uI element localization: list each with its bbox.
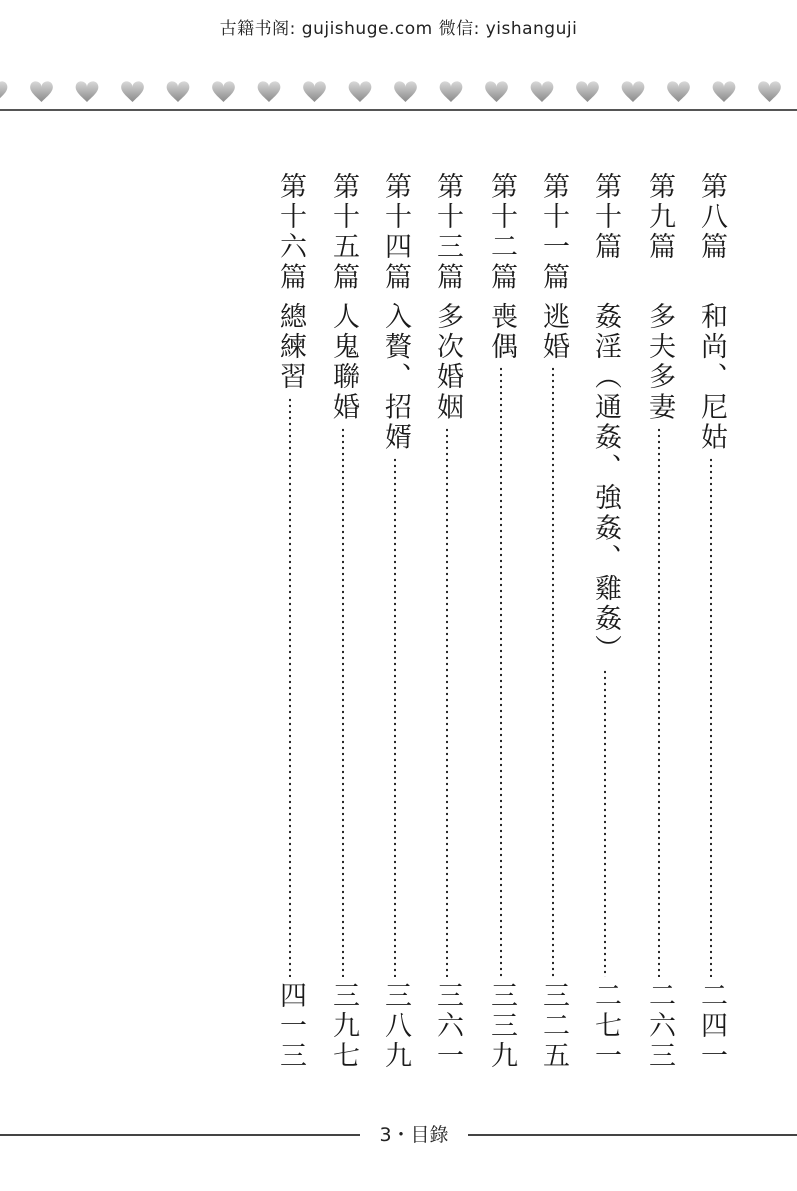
header-rule <box>0 109 797 111</box>
chapter-title: 逃婚 <box>538 302 569 363</box>
dot-leader <box>289 397 291 978</box>
heart-icon <box>349 81 372 102</box>
watermark-text: 古籍书阁: gujishuge.com 微信: yishanguji <box>219 19 578 39</box>
chapter-number: 第十三篇 <box>432 172 463 293</box>
toc-entry <box>486 172 516 1072</box>
chapter-number: 第九篇 <box>644 172 675 263</box>
dot-leader <box>394 457 396 977</box>
dot-leader <box>500 366 502 977</box>
page-number: 二六三 <box>644 981 675 1072</box>
heart-icon <box>258 81 281 102</box>
heart-icon <box>667 81 690 102</box>
heart-icon <box>485 81 508 102</box>
page-number: 三三九 <box>486 981 517 1072</box>
heart-icon <box>212 81 235 102</box>
dot-leader <box>342 427 344 977</box>
page-number: 三九七 <box>328 981 359 1072</box>
footer-page-label: 3・目錄 <box>379 1124 449 1146</box>
toc-entry <box>380 172 410 1072</box>
chapter-title: 總練習 <box>275 302 306 393</box>
chapter-title: 喪偶 <box>486 302 517 363</box>
heart-icon <box>167 81 190 102</box>
heart-icon <box>121 81 144 102</box>
page-number: 二四一 <box>696 981 727 1072</box>
toc-entry <box>432 172 462 1072</box>
heart-icon <box>622 81 645 102</box>
chapter-title: 人鬼聯婚 <box>328 302 359 423</box>
heart-icon <box>576 81 599 102</box>
dot-leader <box>446 427 448 977</box>
page-number: 三六一 <box>432 981 463 1072</box>
dot-leader <box>604 669 606 977</box>
footer-rule-left <box>0 1134 360 1136</box>
toc-entry <box>275 172 305 1072</box>
heart-icon <box>303 81 326 102</box>
heart-icon <box>0 81 7 102</box>
toc-entry <box>696 172 726 1072</box>
chapter-number: 第十六篇 <box>275 172 306 293</box>
chapter-number: 第十一篇 <box>538 172 569 293</box>
chapter-title: 多次婚姻 <box>432 302 463 423</box>
page-number: 三二五 <box>538 981 569 1072</box>
chapter-number: 第十四篇 <box>380 172 411 293</box>
dot-leader <box>710 457 712 977</box>
heart-icon <box>76 81 99 102</box>
toc-entry <box>538 172 568 1072</box>
footer-rule-right <box>468 1134 797 1136</box>
page-number: 二七一 <box>590 981 621 1072</box>
table-of-contents <box>0 172 797 1072</box>
chapter-title: 多夫多妻 <box>644 302 675 423</box>
dot-leader <box>658 427 660 977</box>
heart-icon <box>713 81 736 102</box>
chapter-title: 姦淫（通姦、強姦、雞姦） <box>590 302 621 665</box>
heart-icon <box>440 81 463 102</box>
chapter-title: 和尚、尼姑 <box>696 302 727 454</box>
toc-entry <box>590 172 620 1072</box>
chapter-number: 第十二篇 <box>486 172 517 293</box>
heart-icon <box>531 81 554 102</box>
chapter-title: 入贅、招婿 <box>380 302 411 454</box>
heart-icon <box>30 81 53 102</box>
chapter-number: 第八篇 <box>696 172 727 263</box>
toc-entry <box>328 172 358 1072</box>
toc-entry <box>644 172 674 1072</box>
heart-border <box>0 72 797 112</box>
chapter-number: 第十篇 <box>590 172 621 263</box>
heart-icon <box>394 81 417 102</box>
chapter-number: 第十五篇 <box>328 172 359 293</box>
dot-leader <box>552 366 554 977</box>
page-number: 三八九 <box>380 981 411 1072</box>
heart-border-icons <box>0 81 781 102</box>
heart-icon <box>758 81 781 102</box>
page-number: 四一三 <box>275 981 306 1072</box>
